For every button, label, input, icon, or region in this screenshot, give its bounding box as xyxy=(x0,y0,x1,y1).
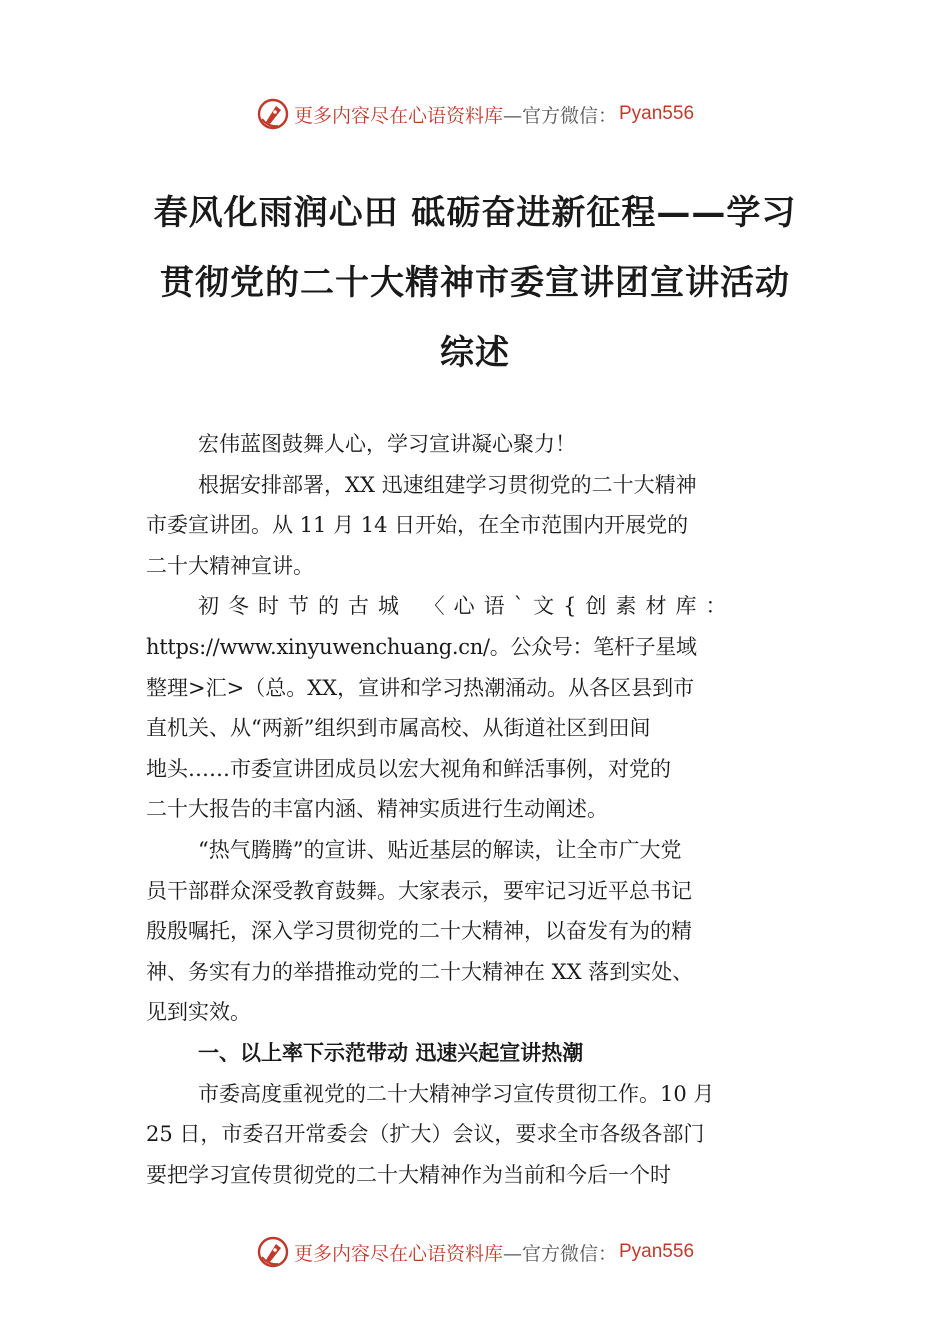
document-body xyxy=(146,424,806,1195)
banner-wechat-account: Pyan556 xyxy=(619,103,695,124)
title-line: 春风化雨润心田 砥砺奋进新征程——学习 xyxy=(153,193,797,233)
paragraph xyxy=(146,830,806,871)
header-banner xyxy=(0,94,950,134)
paragraph xyxy=(146,424,806,465)
paragraph xyxy=(146,1074,806,1115)
text-line: 整理>汇>（总。XX，宣讲和学习热潮涌动。从各区县到市 xyxy=(146,675,695,700)
title-line: 贯彻党的二十大精神市委宣讲团宣讲活动 xyxy=(160,263,790,303)
paragraph-continuation xyxy=(146,627,806,830)
pen-nib-logo-icon xyxy=(256,97,290,131)
title-line: 综述 xyxy=(440,333,510,373)
text-line: 市委宣讲团。从 11 月 14 日开始，在全市范围内开展党的 xyxy=(146,513,689,538)
banner-site-text: 更多内容尽在心语资料库 xyxy=(293,1242,503,1265)
text-line: 25 日，市委召开常委会（扩大）会议，要求全市各级各部门 xyxy=(146,1122,705,1147)
paragraph xyxy=(146,465,806,506)
text-line: 直机关、从“两新”组织到市属高校、从街道社区到田间 xyxy=(146,716,651,741)
text-line: 二十大精神宣讲。 xyxy=(146,553,314,578)
text-line: 见到实效。 xyxy=(146,1000,251,1025)
text-line: 市委高度重视党的二十大精神学习宣传贯彻工作。10 月 xyxy=(198,1081,715,1106)
text-line: 初冬时节的古城 〈心语`文{创素材库： xyxy=(198,594,736,619)
footer-banner xyxy=(0,1232,950,1272)
text-line: “热气腾腾”的宣讲、贴近基层的解读，让全市广大党 xyxy=(198,837,682,862)
pen-nib-logo-icon xyxy=(256,1235,290,1269)
banner-wechat-label: —官方微信： xyxy=(502,1242,617,1265)
document-title xyxy=(140,178,810,388)
banner-wechat-account: Pyan556 xyxy=(619,1241,695,1262)
paragraph-continuation xyxy=(146,1114,806,1195)
paragraph-continuation xyxy=(146,871,806,1033)
paragraph xyxy=(146,586,806,627)
banner-site-text: 更多内容尽在心语资料库 xyxy=(293,104,503,127)
section-heading: 一、以上率下示范带动 迅速兴起宣讲热潮 xyxy=(198,1040,584,1065)
text-line: 员干部群众深受教育鼓舞。大家表示，要牢记习近平总书记 xyxy=(146,878,692,903)
text-line: 要把学习宣传贯彻党的二十大精神作为当前和今后一个时 xyxy=(146,1162,671,1187)
text-line: 殷殷嘱托，深入学习贯彻党的二十大精神，以奋发有为的精 xyxy=(146,919,692,944)
text-line: 二十大报告的丰富内涵、精神实质进行生动阐述。 xyxy=(146,797,608,822)
text-line: 根据安排部署，XX 迅速组建学习贯彻党的二十大精神 xyxy=(198,472,697,497)
text-line: https://www.xinyuwenchuang.cn/。公众号：笔杆子星域 xyxy=(146,634,697,659)
paragraph-continuation xyxy=(146,505,806,586)
text-line: 宏伟蓝图鼓舞人心，学习宣讲凝心聚力！ xyxy=(198,432,576,456)
text-line: 神、务实有力的举措推动党的二十大精神在 XX 落到实处、 xyxy=(146,959,694,984)
banner-wechat-label: —官方微信： xyxy=(502,104,617,127)
text-line: 地头……市委宣讲团成员以宏大视角和鲜活事例，对党的 xyxy=(146,756,671,781)
